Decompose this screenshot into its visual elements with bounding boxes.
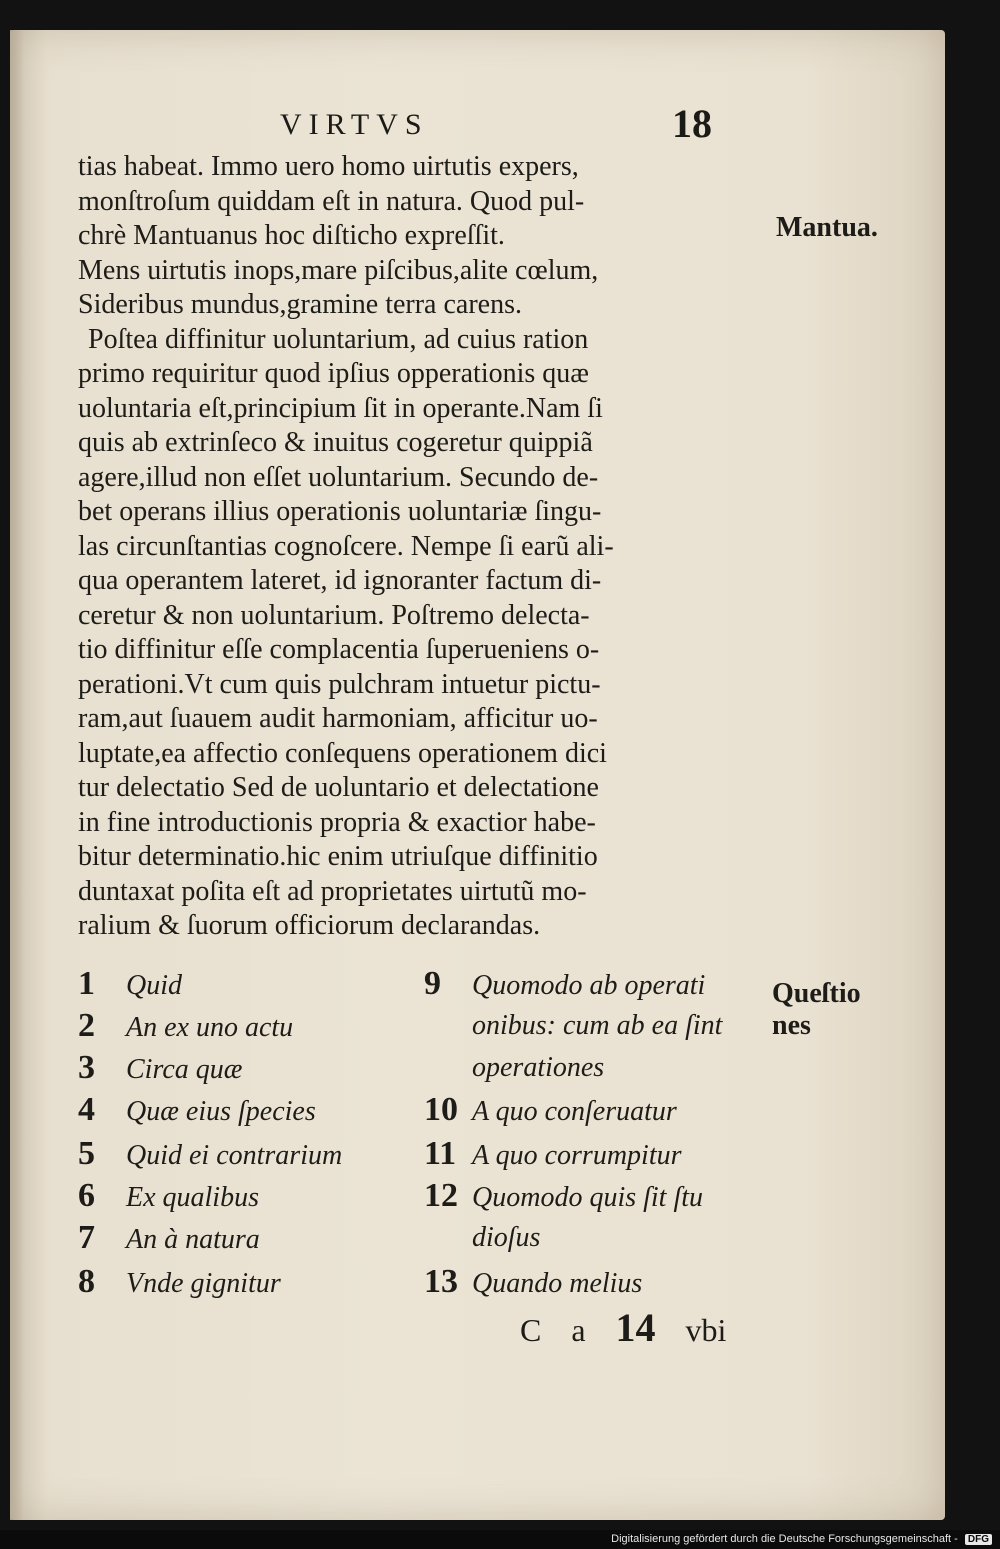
question-item: 2 An ex uno actu bbox=[78, 1007, 294, 1044]
body-line: uoluntaria eſt,principium ſit in operante.Nam ſi bbox=[78, 392, 603, 424]
questions-list bbox=[78, 962, 778, 1312]
next-question-number: 14 bbox=[615, 1305, 656, 1350]
page-number: 18 bbox=[672, 101, 712, 146]
question-item: 6 Ex qualibus bbox=[78, 1177, 259, 1214]
question-item: 4 Quæ eius ſpecies bbox=[78, 1091, 316, 1128]
margin-note-quaestiones: Queſtio bbox=[772, 978, 861, 1009]
body-line: tias habeat. Immo uero homo uirtutis expers, bbox=[78, 151, 579, 182]
body-line: bitur determinatio.hic enim utriuſque diffinitio bbox=[78, 841, 598, 872]
body-line: ceretur & non uoluntarium. Poſtremo delecta- bbox=[78, 599, 590, 631]
question-item: 8 Vnde gignitur bbox=[78, 1263, 281, 1300]
question-continuation: operationes bbox=[472, 1052, 605, 1083]
body-line: Sideribus mundus,gramine terra carens. bbox=[78, 289, 522, 320]
question-item: 11 A quo corrumpitur bbox=[424, 1135, 682, 1172]
margin-note-quaestiones-cont: nes bbox=[772, 1010, 811, 1041]
body-line: agere,illud non eſſet uoluntarium. Secundo de- bbox=[78, 461, 599, 493]
question-item: 9 Quomodo ab operati bbox=[424, 965, 706, 1002]
body-line: in fine introductionis propria & exactior habe- bbox=[78, 806, 596, 838]
question-continuation: dioſus bbox=[472, 1222, 541, 1253]
question-item: 3 Circa quæ bbox=[78, 1049, 243, 1086]
margin-note-mantuanus: Mantua. bbox=[776, 212, 878, 243]
question-continuation: onibus: cum ab ea ſint bbox=[472, 1010, 723, 1041]
body-line: bet operans illius operationis uoluntariæ ſingu- bbox=[78, 496, 602, 527]
digitization-credit bbox=[611, 1533, 992, 1545]
body-line: quis ab extrinſeco & inuitus cogeretur quippiã bbox=[78, 427, 593, 458]
body-line: ralium & ſuorum officiorum declarandas. bbox=[78, 910, 541, 941]
body-line: monſtroſum quiddam eſt in natura. Quod pul- bbox=[78, 185, 585, 217]
running-head: VIRTVS bbox=[280, 108, 429, 141]
body-line: duntaxat poſita eſt ad proprietates uirtutũ mo- bbox=[78, 875, 587, 907]
body-text bbox=[78, 150, 778, 944]
body-line: las circunſtantias cognoſcere. Nempe ſi earũ ali- bbox=[78, 530, 614, 562]
signature-mark: C bbox=[520, 1312, 542, 1348]
credit-text: Digitalisierung gefördert durch die Deutsche Forschungsgemeinschaft - bbox=[611, 1533, 958, 1545]
page-gutter-shadow bbox=[10, 30, 24, 1520]
body-line: primo requiritur quod ipſius opperationis quæ bbox=[78, 358, 589, 389]
body-line: tur delectatio Sed de uoluntario et delectatione bbox=[78, 772, 599, 803]
body-line: tio diffinitur eſſe complacentia ſuperueniens o- bbox=[78, 634, 600, 665]
body-line: ram,aut ſuauem audit harmoniam, afficitur uo- bbox=[78, 703, 598, 734]
body-line: Mens uirtutis inops,mare piſcibus,alite cœlum, bbox=[78, 254, 599, 286]
question-item: 10 A quo conſeruatur bbox=[424, 1091, 677, 1128]
signature-catchword-line bbox=[520, 1304, 726, 1351]
body-line: qua operantem lateret, id ignoranter factum di- bbox=[78, 565, 602, 596]
question-item: 5 Quid ei contrarium bbox=[78, 1135, 343, 1172]
question-item: 7 An à natura bbox=[78, 1219, 260, 1256]
signature-number: a bbox=[571, 1312, 586, 1348]
body-line: perationi.Vt cum quis pulchram intuetur pictu- bbox=[78, 668, 601, 700]
dfg-logo-icon: DFG bbox=[965, 1534, 992, 1545]
question-item: 1 Quid bbox=[78, 965, 182, 1002]
question-item: 12 Quomodo quis ſit ſtu bbox=[424, 1177, 704, 1214]
body-line: luptate,ea affectio conſequens operationem dici bbox=[78, 737, 607, 769]
body-line: chrè Mantuanus hoc diſticho expreſſit. bbox=[78, 220, 505, 251]
body-line: Poſtea diffinitur uoluntarium, ad cuius ration bbox=[88, 323, 589, 355]
catchword: vbi bbox=[685, 1312, 727, 1348]
question-item: 13 Quando melius bbox=[424, 1263, 643, 1300]
